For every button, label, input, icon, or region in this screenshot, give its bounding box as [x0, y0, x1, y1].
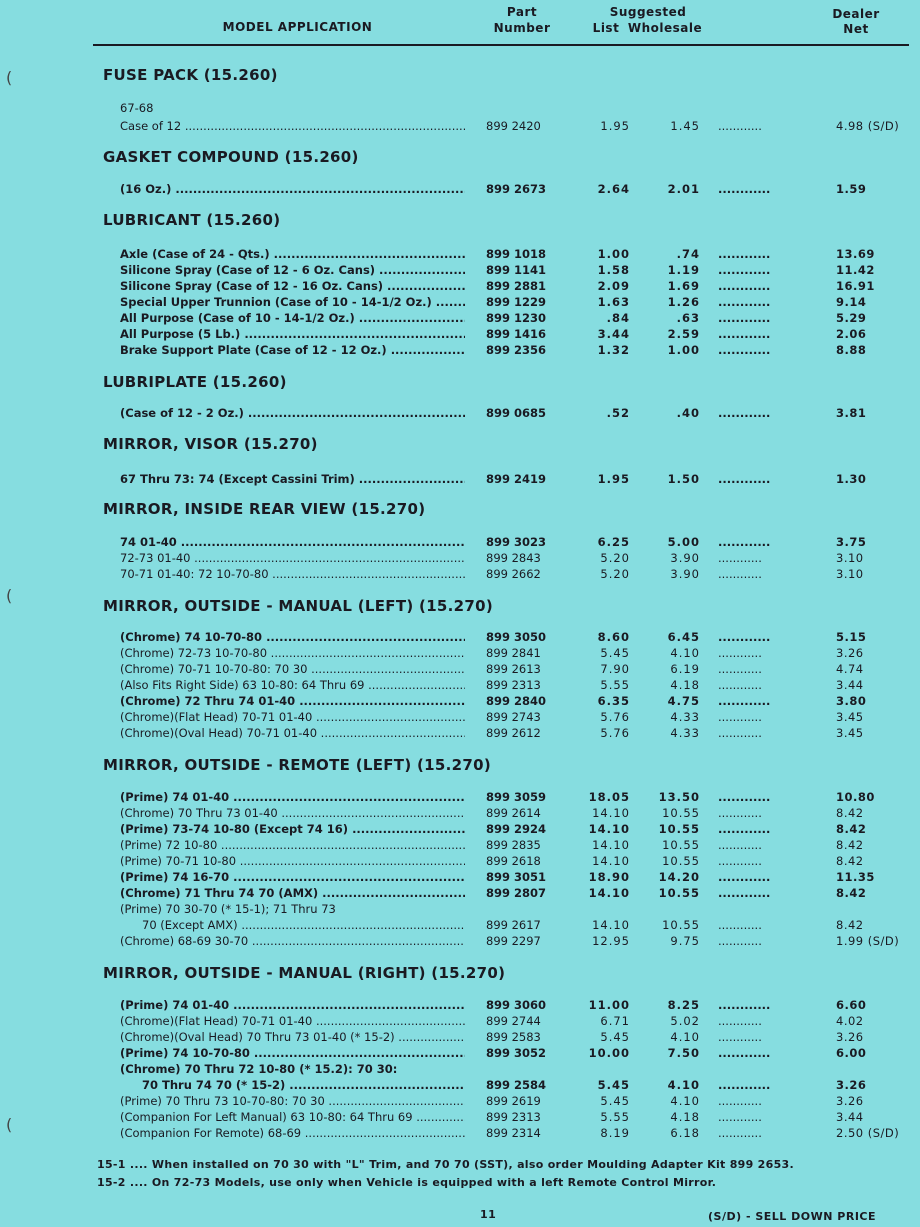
table-row	[0, 1014, 920, 1031]
dealer-net-price: 8.42	[836, 854, 864, 868]
dealer-net-price: 3.81	[836, 406, 867, 420]
leader-dots: ............	[718, 934, 762, 948]
dealer-net-price: 8.42	[836, 806, 864, 820]
table-row	[0, 119, 920, 136]
leader-dots: ............	[718, 343, 771, 357]
table-row	[0, 934, 920, 951]
leader-dots: ............	[718, 472, 771, 486]
dealer-net-price: 10.80	[836, 790, 875, 804]
binding-mark: (	[6, 1115, 13, 1134]
leader-dots: ............	[718, 1014, 762, 1028]
part-number: 899 1141	[486, 263, 547, 277]
section-title: MIRROR, VISOR (15.270)	[103, 435, 318, 453]
table-row	[0, 295, 920, 312]
header-net: Net	[843, 22, 869, 36]
model-application: 70 Thru 74 70 (* 15-2) .....	[142, 1078, 465, 1092]
list-price: 5.45	[597, 1078, 630, 1092]
table-row	[0, 886, 920, 903]
table-row	[0, 694, 920, 711]
model-application: 67 Thru 73: 74 (Except Cassini Trim) .....	[120, 472, 465, 486]
table-row	[0, 918, 920, 935]
wholesale-price: 3.90	[670, 567, 700, 581]
leader-dots: ............	[718, 182, 771, 196]
wholesale-price: 10.55	[662, 854, 700, 868]
list-price: 1.63	[597, 295, 630, 309]
header-rule	[93, 44, 909, 46]
dealer-net-price: 5.29	[836, 311, 867, 325]
dealer-net-price: 3.44	[836, 678, 864, 692]
model-application: Brake Support Plate (Case of 12 - 12 Oz.) .....	[120, 343, 465, 357]
list-price: 7.90	[600, 662, 630, 676]
model-application: (Chrome) 71 Thru 74 70 (AMX) .....	[120, 886, 465, 900]
model-application: (Prime) 74 01-40 .....	[120, 998, 465, 1012]
model-application: (Prime) 70 30-70 (* 15-1); 71 Thru 73	[120, 902, 336, 916]
list-price: 1.95	[597, 472, 630, 486]
header-suggested: Suggested	[609, 5, 687, 19]
list-price: 18.90	[588, 870, 630, 884]
part-number: 899 3051	[486, 870, 547, 884]
table-row	[0, 902, 920, 919]
list-price: 5.20	[600, 567, 630, 581]
section-title: MIRROR, OUTSIDE - REMOTE (LEFT) (15.270)	[103, 756, 492, 774]
part-number: 899 2583	[486, 1030, 541, 1044]
wholesale-price: 2.59	[667, 327, 700, 341]
table-row	[0, 838, 920, 855]
leader-dots: ............	[718, 710, 762, 724]
model-application: (Also Fits Right Side) 63 10-80: 64 Thru 69 .....	[120, 678, 465, 692]
part-number: 899 2420	[486, 119, 541, 133]
model-application: (Prime) 74 01-40 .....	[120, 790, 465, 804]
part-number: 899 2297	[486, 934, 541, 948]
table-row	[0, 343, 920, 360]
part-number: 899 2612	[486, 726, 541, 740]
part-number: 899 1230	[486, 311, 547, 325]
list-price: 5.76	[600, 726, 630, 740]
model-application: Case of 12 .....	[120, 119, 465, 133]
model-application: (Prime) 72 10-80 .....	[120, 838, 465, 852]
list-price: 5.45	[600, 1030, 630, 1044]
part-number: 899 2881	[486, 279, 547, 293]
part-number: 899 2313	[486, 678, 541, 692]
section-title: MIRROR, OUTSIDE - MANUAL (RIGHT) (15.270)	[103, 964, 506, 982]
list-price: 1.95	[600, 119, 630, 133]
part-number: 899 2807	[486, 886, 547, 900]
model-application: (Chrome)(Oval Head) 70 Thru 73 01-40 (* 15-2) .....	[120, 1030, 465, 1044]
model-application: Axle (Case of 24 - Qts.) .....	[120, 247, 465, 261]
wholesale-price: 4.33	[670, 710, 700, 724]
wholesale-price: 4.10	[670, 1094, 700, 1108]
leader-dots: ............	[718, 311, 771, 325]
table-row	[0, 1110, 920, 1127]
model-application: (Chrome)(Oval Head) 70-71 01-40 .....	[120, 726, 465, 740]
model-application: (Prime) 74 10-70-80 .....	[120, 1046, 465, 1060]
part-number: 899 2662	[486, 567, 541, 581]
dealer-net-price: 4.98 (S/D)	[836, 119, 900, 133]
model-application: 70-71 01-40: 72 10-70-80 .....	[120, 567, 465, 581]
list-price: 5.45	[600, 646, 630, 660]
model-years: 67-68	[120, 101, 154, 115]
model-application: (Prime) 70 Thru 73 10-70-80: 70 30 .....	[120, 1094, 465, 1108]
model-application: (Chrome)(Flat Head) 70-71 01-40 .....	[120, 1014, 465, 1028]
header-model-application: MODEL APPLICATION	[222, 20, 373, 34]
model-application: All Purpose (Case of 10 - 14-1/2 Oz.) .....	[120, 311, 465, 325]
list-price: 1.32	[597, 343, 630, 357]
model-application: (Chrome) 68-69 30-70 .....	[120, 934, 465, 948]
dealer-net-price: 4.74	[836, 662, 864, 676]
list-price: 1.58	[597, 263, 630, 277]
table-row	[0, 998, 920, 1015]
leader-dots: ............	[718, 567, 762, 581]
part-number: 899 2614	[486, 806, 541, 820]
part-number: 899 2613	[486, 662, 541, 676]
part-number: 899 3052	[486, 1046, 547, 1060]
table-row	[0, 182, 920, 199]
footnote-15-2: 15-2 .... On 72-73 Models, use only when Vehicle is equipped with a left Remote Control Mirror.	[97, 1176, 717, 1189]
table-row	[0, 870, 920, 887]
wholesale-price: .40	[676, 406, 700, 420]
part-number: 899 3060	[486, 998, 547, 1012]
part-number: 899 2618	[486, 854, 541, 868]
leader-dots: ............	[718, 295, 771, 309]
table-row	[0, 854, 920, 871]
dealer-net-price: 2.06	[836, 327, 867, 341]
model-application: (Prime) 70-71 10-80 .....	[120, 854, 465, 868]
part-number: 899 2313	[486, 1110, 541, 1124]
list-price: .84	[606, 311, 630, 325]
table-row	[0, 806, 920, 823]
wholesale-price: 3.90	[670, 551, 700, 565]
page-number: 11	[480, 1208, 497, 1221]
dealer-net-price: 11.42	[836, 263, 875, 277]
leader-dots: ............	[718, 822, 771, 836]
dealer-net-price: 6.00	[836, 1046, 867, 1060]
table-row	[0, 710, 920, 727]
model-application: All Purpose (5 Lb.) .....	[120, 327, 465, 341]
wholesale-price: 6.19	[670, 662, 700, 676]
dealer-net-price: 8.88	[836, 343, 867, 357]
model-application: (Chrome) 70 Thru 72 10-80 (* 15.2): 70 30:	[120, 1062, 398, 1076]
part-number: 899 2673	[486, 182, 547, 196]
sell-down-legend: (S/D) - SELL DOWN PRICE	[708, 1210, 876, 1223]
leader-dots: ............	[718, 806, 762, 820]
model-application: Silicone Spray (Case of 12 - 6 Oz. Cans) .....	[120, 263, 465, 277]
dealer-net-price: 5.15	[836, 630, 867, 644]
table-row	[0, 726, 920, 743]
wholesale-price: 4.10	[670, 1030, 700, 1044]
wholesale-price: 13.50	[658, 790, 700, 804]
wholesale-price: 5.02	[670, 1014, 700, 1028]
table-row	[0, 1046, 920, 1063]
part-number: 899 3059	[486, 790, 547, 804]
wholesale-price: 4.18	[670, 678, 700, 692]
list-price: 5.55	[600, 678, 630, 692]
table-row	[0, 1030, 920, 1047]
list-price: 14.10	[588, 822, 630, 836]
wholesale-price: 7.50	[667, 1046, 700, 1060]
list-price: 5.20	[600, 551, 630, 565]
part-number: 899 3023	[486, 535, 547, 549]
model-application: (Chrome) 70-71 10-70-80: 70 30 .....	[120, 662, 465, 676]
wholesale-price: 14.20	[658, 870, 700, 884]
table-row	[0, 406, 920, 423]
part-number: 899 2840	[486, 694, 547, 708]
leader-dots: ............	[718, 646, 762, 660]
list-price: 6.35	[597, 694, 630, 708]
leader-dots: ............	[718, 678, 762, 692]
leader-dots: ............	[718, 694, 771, 708]
leader-dots: ............	[718, 1030, 762, 1044]
wholesale-price: 1.69	[667, 279, 700, 293]
leader-dots: ............	[718, 726, 762, 740]
wholesale-price: 6.18	[670, 1126, 700, 1140]
model-application: (Chrome) 74 10-70-80 .....	[120, 630, 465, 644]
leader-dots: ............	[718, 551, 762, 565]
section-title: LUBRICANT (15.260)	[103, 211, 281, 229]
header-list: List	[592, 21, 620, 35]
list-price: 8.60	[597, 630, 630, 644]
leader-dots: ............	[718, 854, 762, 868]
dealer-net-price: 3.26	[836, 646, 864, 660]
list-price: 1.00	[597, 247, 630, 261]
model-application: (Chrome) 70 Thru 73 01-40 .....	[120, 806, 465, 820]
table-row	[0, 1094, 920, 1111]
model-application: 72-73 01-40 .....	[120, 551, 465, 565]
dealer-net-price: 3.10	[836, 551, 864, 565]
dealer-net-price: 13.69	[836, 247, 875, 261]
table-row	[0, 1062, 920, 1079]
model-application: (Prime) 74 16-70 .....	[120, 870, 465, 884]
list-price: 2.09	[597, 279, 630, 293]
part-number: 899 3050	[486, 630, 547, 644]
table-row	[0, 311, 920, 328]
wholesale-price: .74	[676, 247, 700, 261]
dealer-net-price: 8.42	[836, 822, 867, 836]
table-row	[0, 630, 920, 647]
part-number: 899 2419	[486, 472, 547, 486]
list-price: 5.76	[600, 710, 630, 724]
model-application: (16 Oz.) .....	[120, 182, 465, 196]
list-price: 6.25	[597, 535, 630, 549]
leader-dots: ............	[718, 662, 762, 676]
leader-dots: ............	[718, 1078, 771, 1092]
leader-dots: ............	[718, 119, 762, 133]
table-row	[0, 551, 920, 568]
section-title: MIRROR, INSIDE REAR VIEW (15.270)	[103, 500, 426, 518]
wholesale-price: 1.26	[667, 295, 700, 309]
wholesale-price: 10.55	[658, 822, 700, 836]
model-application: 70 (Except AMX) .....	[142, 918, 465, 932]
list-price: 18.05	[588, 790, 630, 804]
leader-dots: ............	[718, 535, 771, 549]
binding-mark: (	[6, 586, 13, 605]
leader-dots: ............	[718, 918, 762, 932]
dealer-net-price: 8.42	[836, 838, 864, 852]
part-number: 899 2744	[486, 1014, 541, 1028]
dealer-net-price: 8.42	[836, 918, 864, 932]
dealer-net-price: 3.26	[836, 1078, 867, 1092]
part-number: 899 2584	[486, 1078, 547, 1092]
wholesale-price: 5.00	[667, 535, 700, 549]
list-price: 11.00	[588, 998, 630, 1012]
table-row	[0, 1078, 920, 1095]
section-title: GASKET COMPOUND (15.260)	[103, 148, 359, 166]
header-dealer: Dealer	[832, 7, 880, 21]
wholesale-price: 1.00	[667, 343, 700, 357]
wholesale-price: 6.45	[667, 630, 700, 644]
leader-dots: ............	[718, 327, 771, 341]
table-row	[0, 822, 920, 839]
leader-dots: ............	[718, 406, 771, 420]
dealer-net-price: 9.14	[836, 295, 867, 309]
model-application: (Chrome) 72-73 10-70-80 .....	[120, 646, 465, 660]
dealer-net-price: 2.50 (S/D)	[836, 1126, 900, 1140]
table-row	[0, 662, 920, 679]
dealer-net-price: 1.99 (S/D)	[836, 934, 900, 948]
dealer-net-price: 16.91	[836, 279, 875, 293]
dealer-net-price: 3.45	[836, 726, 864, 740]
table-row	[0, 279, 920, 296]
leader-dots: ............	[718, 1094, 762, 1108]
wholesale-price: 10.55	[658, 886, 700, 900]
wholesale-price: 4.33	[670, 726, 700, 740]
wholesale-price: 4.10	[667, 1078, 700, 1092]
table-row	[0, 567, 920, 584]
section-title: FUSE PACK (15.260)	[103, 66, 278, 84]
wholesale-price: 10.55	[662, 918, 700, 932]
list-price: 3.44	[597, 327, 630, 341]
model-application: (Prime) 73-74 10-80 (Except 74 16) .....	[120, 822, 465, 836]
part-number: 899 1416	[486, 327, 547, 341]
leader-dots: ............	[718, 998, 771, 1012]
model-application: (Companion For Left Manual) 63 10-80: 64 Thru 69 .....	[120, 1110, 465, 1124]
wholesale-price: .63	[676, 311, 700, 325]
part-number: 899 2843	[486, 551, 541, 565]
dealer-net-price: 3.10	[836, 567, 864, 581]
section-title: MIRROR, OUTSIDE - MANUAL (LEFT) (15.270)	[103, 597, 494, 615]
part-number: 899 2924	[486, 822, 547, 836]
part-number: 899 2617	[486, 918, 541, 932]
model-application: Silicone Spray (Case of 12 - 16 Oz. Cans) .....	[120, 279, 465, 293]
part-number: 899 2356	[486, 343, 547, 357]
wholesale-price: 10.55	[662, 838, 700, 852]
model-application: (Chrome) 72 Thru 74 01-40 .....	[120, 694, 465, 708]
dealer-net-price: 8.42	[836, 886, 867, 900]
header-part: Part	[506, 5, 538, 19]
part-number: 899 2841	[486, 646, 541, 660]
model-application: Special Upper Trunnion (Case of 10 - 14-1/2 Oz.) .....	[120, 295, 465, 309]
leader-dots: ............	[718, 870, 771, 884]
wholesale-price: 10.55	[662, 806, 700, 820]
part-number: 899 1018	[486, 247, 547, 261]
list-price: 14.10	[588, 886, 630, 900]
model-application: (Chrome)(Flat Head) 70-71 01-40 .....	[120, 710, 465, 724]
list-price: 10.00	[588, 1046, 630, 1060]
wholesale-price: 1.45	[670, 119, 700, 133]
leader-dots: ............	[718, 838, 762, 852]
list-price: 14.10	[592, 854, 630, 868]
model-application: (Companion For Remote) 68-69 .....	[120, 1126, 465, 1140]
list-price: 14.10	[592, 838, 630, 852]
wholesale-price: 4.75	[667, 694, 700, 708]
wholesale-price: 4.18	[670, 1110, 700, 1124]
list-price: 6.71	[600, 1014, 630, 1028]
model-application: (Case of 12 - 2 Oz.) .....	[120, 406, 465, 420]
dealer-net-price: 3.44	[836, 1110, 864, 1124]
leader-dots: ............	[718, 630, 771, 644]
binding-mark: (	[6, 68, 13, 87]
table-row	[0, 535, 920, 552]
footnote-15-1: 15-1 .... When installed on 70 30 with "L" Trim, and 70 70 (SST), also order Moulding Adapter Kit 899 2653.	[97, 1158, 794, 1171]
leader-dots: ............	[718, 886, 771, 900]
list-price: 14.10	[592, 806, 630, 820]
leader-dots: ............	[718, 279, 771, 293]
dealer-net-price: 3.45	[836, 710, 864, 724]
leader-dots: ............	[718, 263, 771, 277]
table-row	[0, 790, 920, 807]
table-row	[0, 472, 920, 489]
dealer-net-price: 3.26	[836, 1094, 864, 1108]
model-application: 74 01-40 .....	[120, 535, 465, 549]
header-wholesale: Wholesale	[627, 21, 703, 35]
wholesale-price: 9.75	[670, 934, 700, 948]
list-price: 14.10	[592, 918, 630, 932]
section-title: LUBRIPLATE (15.260)	[103, 373, 287, 391]
wholesale-price: 1.19	[667, 263, 700, 277]
table-row	[0, 263, 920, 280]
part-number: 899 0685	[486, 406, 547, 420]
list-price: 8.19	[600, 1126, 630, 1140]
leader-dots: ............	[718, 1110, 762, 1124]
dealer-net-price: 11.35	[836, 870, 875, 884]
dealer-net-price: 1.59	[836, 182, 867, 196]
dealer-net-price: 3.80	[836, 694, 867, 708]
table-row	[0, 646, 920, 663]
table-row	[0, 327, 920, 344]
header-number: Number	[493, 21, 551, 35]
part-number: 899 1229	[486, 295, 547, 309]
wholesale-price: 8.25	[667, 998, 700, 1012]
leader-dots: ............	[718, 247, 771, 261]
dealer-net-price: 1.30	[836, 472, 867, 486]
dealer-net-price: 3.26	[836, 1030, 864, 1044]
list-price: 12.95	[592, 934, 630, 948]
part-number: 899 2314	[486, 1126, 541, 1140]
list-price: 2.64	[597, 182, 630, 196]
part-number: 899 2743	[486, 710, 541, 724]
leader-dots: ............	[718, 1126, 762, 1140]
part-number: 899 2619	[486, 1094, 541, 1108]
column-header	[0, 0, 920, 46]
list-price: 5.45	[600, 1094, 630, 1108]
dealer-net-price: 3.75	[836, 535, 867, 549]
leader-dots: ............	[718, 1046, 771, 1060]
leader-dots: ............	[718, 790, 771, 804]
wholesale-price: 2.01	[667, 182, 700, 196]
dealer-net-price: 4.02	[836, 1014, 864, 1028]
list-price: 5.55	[600, 1110, 630, 1124]
dealer-net-price: 6.60	[836, 998, 867, 1012]
table-row	[0, 247, 920, 264]
list-price: .52	[606, 406, 630, 420]
wholesale-price: 1.50	[667, 472, 700, 486]
part-number: 899 2835	[486, 838, 541, 852]
wholesale-price: 4.10	[670, 646, 700, 660]
table-row	[0, 678, 920, 695]
table-row	[0, 1126, 920, 1143]
